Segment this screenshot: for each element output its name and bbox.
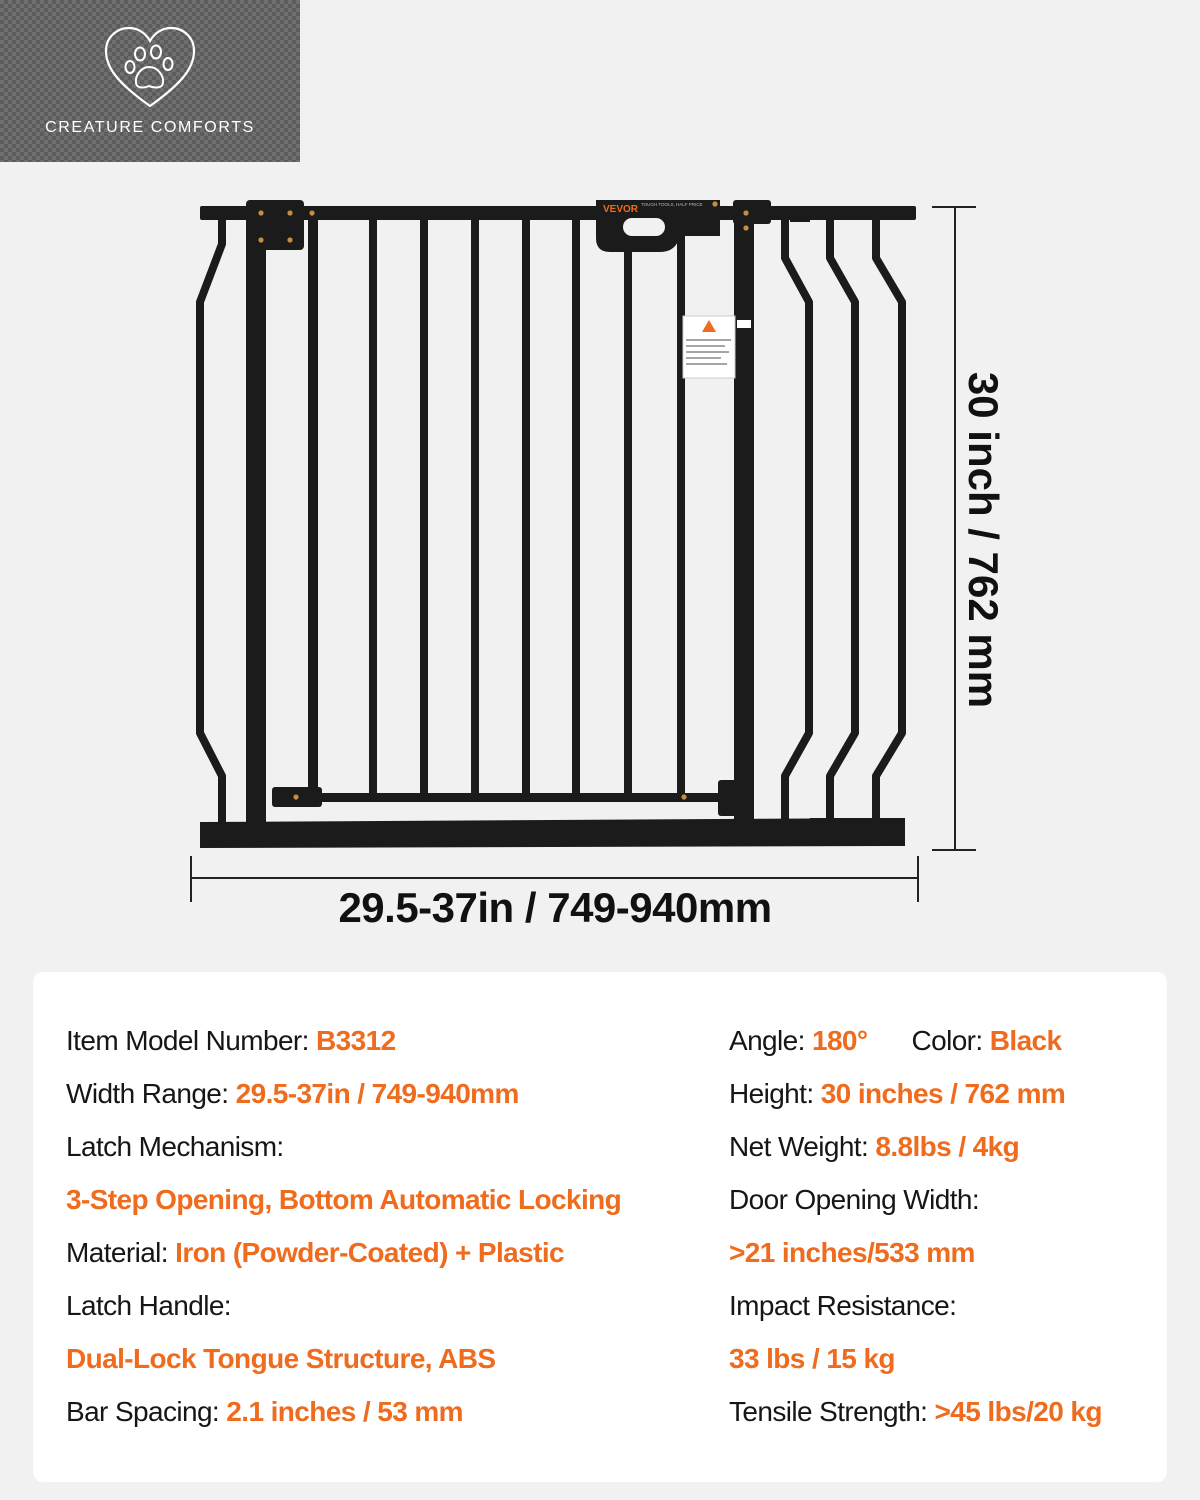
- brand-name: CREATURE COMFORTS: [45, 119, 255, 136]
- spec-latch-mechanism-value: 3-Step Opening, Bottom Automatic Locking: [66, 1184, 622, 1215]
- spec-impact-resistance-label: Impact Resistance:: [729, 1290, 957, 1321]
- spec-impact-resistance-value: 33 lbs / 15 kg: [729, 1343, 895, 1374]
- spec-tensile-strength: Tensile Strength: >45 lbs/20 kg: [729, 1396, 1102, 1427]
- spec-width-range: Width Range: 29.5-37in / 749-940mm: [66, 1078, 519, 1109]
- gate-screws: [258, 201, 748, 799]
- width-dimension-label: 29.5-37in / 749-940mm: [338, 884, 772, 931]
- spec-net-weight: Net Weight: 8.8lbs / 4kg: [729, 1131, 1020, 1162]
- gate-diagram: [0, 170, 1200, 960]
- spec-material: Material: Iron (Powder-Coated) + Plastic: [66, 1237, 565, 1268]
- brand-badge: [0, 0, 300, 162]
- specs-panel: [33, 972, 1167, 1482]
- specs-right-column: [729, 1012, 1159, 1436]
- heart-paw-icon: [100, 24, 200, 114]
- gate-logo-tagline: TOUGH TOOLS, HALF PRICE: [641, 202, 703, 207]
- spec-door-opening-value: >21 inches/533 mm: [729, 1237, 975, 1268]
- height-dimension-label: 30 inch / 762 mm: [960, 371, 1007, 709]
- latch-handle: [596, 200, 720, 252]
- gate-logo: VEVOR: [603, 204, 639, 215]
- spec-door-opening-label: Door Opening Width:: [729, 1184, 980, 1215]
- spec-latch-handle-label: Latch Handle:: [66, 1290, 231, 1321]
- spec-model-number: Item Model Number: B3312: [66, 1025, 396, 1056]
- spec-latch-handle-value: Dual-Lock Tongue Structure, ABS: [66, 1343, 496, 1374]
- spec-bar-spacing: Bar Spacing: 2.1 inches / 53 mm: [66, 1396, 463, 1427]
- spec-latch-mechanism-label: Latch Mechanism:: [66, 1131, 284, 1162]
- specs-left-column: [66, 1012, 716, 1436]
- gate-side-legs: [200, 212, 902, 822]
- gate-bars: [373, 216, 681, 796]
- spec-height: Height: 30 inches / 762 mm: [729, 1078, 1066, 1109]
- spec-angle-color: Angle: 180° Color: Black: [729, 1025, 1062, 1056]
